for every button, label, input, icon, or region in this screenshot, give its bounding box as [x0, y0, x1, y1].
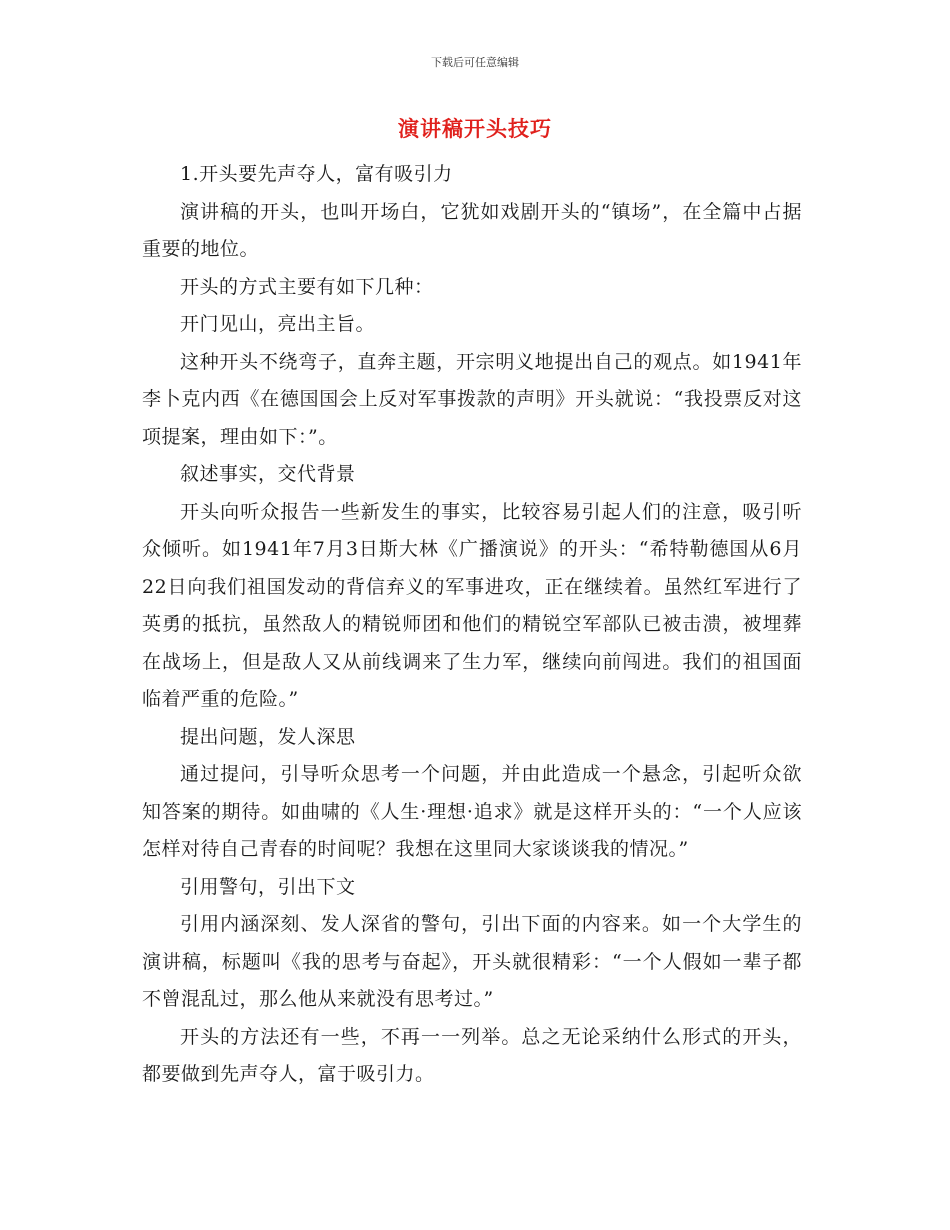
paragraph-methods-intro: 开头的方式主要有如下几种： [180, 275, 434, 298]
paragraph-section-heading-1: 1.开头要先声夺人，富有吸引力 [180, 163, 453, 185]
paragraph-method-body-direct: 这种开头不绕弯子，直奔主题，开宗明义地提出自己的观点。如1941年李卜克内西《在德国国会上反对军事拨款的声明》开头就说：“我投票反对这项提案，理由如下：”。 [142, 350, 802, 448]
paragraph-method-body-facts: 开头向听众报告一些新发生的事实，比较容易引起人们的注意，吸引听众倾听。如1941年7月3日斯大林《广播演说》的开头：“希特勒德国从6月22日向我们祖国发动的背信弃义的军事进攻，正在继续着。虽然红军进行了英勇的抵抗，虽然敌人的精锐师团和他们的精锐空军部队已被击溃，被埋葬在战场上，但是敌人又从前线调来了生力军，继续向前闯进。我们的祖国面临着严重的危险。” [142, 500, 802, 710]
document-title: 演讲稿开头技巧 [398, 116, 552, 141]
paragraph-intro: 演讲稿的开头，也叫开场白，它犹如戏剧开头的“镇场”，在全篇中占据重要的地位。 [142, 200, 802, 260]
paragraph-conclusion: 开头的方法还有一些，不再一一列举。总之无论采纳什么形式的开头，都要做到先声夺人，富于吸引力。 [142, 1025, 802, 1085]
paragraph-method-heading-facts: 叙述事实，交代背景 [180, 463, 356, 485]
paragraph-method-body-quote: 引用内涵深刻、发人深省的警句，引出下面的内容来。如一个大学生的演讲稿，标题叫《我的思考与奋起》，开头就很精彩：“一个人假如一辈子都不曾混乱过，那么他从来就没有思考过。” [142, 913, 802, 1010]
document-body [142, 156, 802, 1094]
page-header-note: 下载后可任意编辑 [431, 56, 519, 69]
paragraph-method-heading-quote: 引用警句，引出下文 [180, 875, 356, 898]
paragraph-method-heading-question: 提出问题，发人深思 [180, 725, 356, 748]
paragraph-method-body-question: 通过提问，引导听众思考一个问题，并由此造成一个悬念，引起听众欲知答案的期待。如曲啸的《人生·理想·追求》就是这样开头的：“一个人应该怎样对待自己青春的时间呢？我想在这里同大家谈谈我的情况。” [142, 763, 802, 860]
paragraph-method-heading-direct: 开门见山，亮出主旨。 [180, 313, 376, 335]
